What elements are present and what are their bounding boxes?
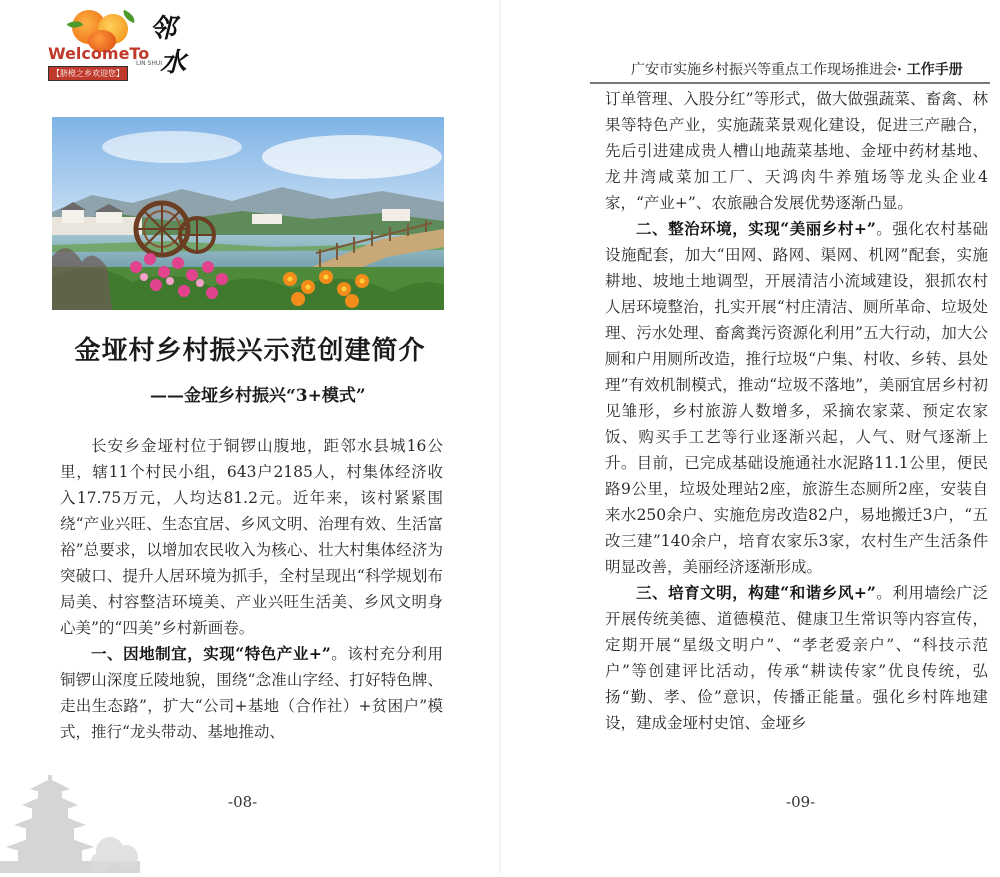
village-landscape-photo: [52, 117, 444, 310]
page-number-right: -09-: [786, 793, 816, 811]
section-3-heading: 三、培育文明，构建“和谐乡风+”: [636, 583, 876, 602]
section-3-text: 。利用墙绘广泛开展传统美德、道德模范、健康卫生常识等内容宣传，定期开展“星级文明户”、“孝老爱亲户”、“科技示范户”等创建评比活动，传承“耕读传家”优良传统，弘扬“勤、孝、俭”意识，传播正能量。强化乡村阵地建设，建成金垭村史馆、金垭乡: [605, 584, 988, 732]
logo-lanshui-text: LIN SHUI: [136, 60, 162, 67]
header-suffix: · 工作手册: [897, 62, 963, 78]
section-3-paragraph: [605, 580, 988, 736]
pagoda-illustration: [0, 765, 140, 873]
logo-welcome-text: WelcomeTo: [48, 44, 150, 63]
right-body-text: [605, 86, 988, 736]
landscape-illustration: [52, 117, 444, 310]
section-2-text: 。强化农村基础设施配套，加大“田网、路网、渠网、机网”配套，实施耕地、坡地土地调型，开展清洁小流域建设，狠抓农村人居环境整治，扎实开展“村庄清洁、厕所革命、垃圾处理、污水处理、畜禽粪污资源化利用”五大行动，加大公厕和户用厕所改造，推行垃圾“户集、村收、乡转、县处理”有效机制模式，推动“垃圾不落地”，美丽宜居乡村初见雏形，乡村旅游人数增多，采摘农家菜、预定农家饭、购买手工艺等行业逐渐兴起，人气、财气逐渐上升。目前，已完成基础设施通社水泥路11.1公里，便民路9公里，垃圾处理站2座，旅游生态厕所2座，安装自来水250余户、实施危房改造82户，易地搬迁3户，“五改三建”140余户，培育农家乐3家，农村生产生活条件明显改善，美丽经济逐渐形成。: [605, 220, 988, 576]
page-subtitle: ——金垭乡村振兴“3+模式”: [150, 386, 366, 406]
intro-paragraph: 长安乡金垭村位于铜锣山腹地，距邻水县城16公里，辖11个村民小组，643户2185人，村集体经济收入17.75万元，人均达81.2元。近年来，该村紧紧围绕“产业兴旺、生态宜居、乡风文明、治理有效、生活富裕”总要求，以增加农民收入为核心、壮大村集体经济为突破口、提升人居环境为抓手，全村呈现出“科学规划布局美、村容整洁环境美、产业兴旺生活美、乡风文明身心美”的“四美”乡村新画卷。: [60, 437, 443, 637]
section-1-heading: 一、因地制宜，实现“特色产业+”: [91, 644, 331, 663]
left-page: [0, 0, 500, 873]
section-2-paragraph: [605, 216, 988, 580]
section-1-paragraph: [60, 641, 443, 745]
page-title: 金垭村乡村振兴示范创建简介: [74, 336, 426, 366]
calligraphy-char: 邻: [150, 14, 177, 44]
welcome-logo: [48, 8, 208, 90]
page-number-left: -08-: [228, 793, 258, 811]
section-2-heading: 二、整治环境，实现“美丽乡村+”: [636, 219, 876, 238]
header-title: 广安市实施乡村振兴等重点工作现场推进会: [631, 62, 897, 78]
logo-slogan: 【脐橙之乡欢迎您】: [48, 66, 128, 81]
pagoda-watermark: [0, 765, 140, 873]
section-1-text: 。该村充分利用铜锣山深度丘陵地貌，围绕“念准山字经、打好特色牌、走出生态路”，扩大“公司+基地（合作社）+贫困户”模式，推行“龙头带动、基地推动、: [60, 645, 443, 741]
header-rule: [590, 82, 990, 84]
continuation-paragraph: 订单管理、入股分红”等形式，做大做强蔬菜、畜禽、林果等特色产业，实施蔬菜景观化建设，促进三产融合，先后引进建成贵人槽山地蔬菜基地、金垭中药材基地、龙井湾咸菜加工厂、天鸿肉牛养殖场等龙头企业4家，“产业+”、农旅融合发展优势逐渐凸显。: [605, 90, 988, 212]
running-header: [631, 59, 963, 79]
logo-calligraphy: [150, 12, 202, 90]
calligraphy-char: 水: [160, 48, 187, 78]
left-body-text: [60, 433, 443, 745]
